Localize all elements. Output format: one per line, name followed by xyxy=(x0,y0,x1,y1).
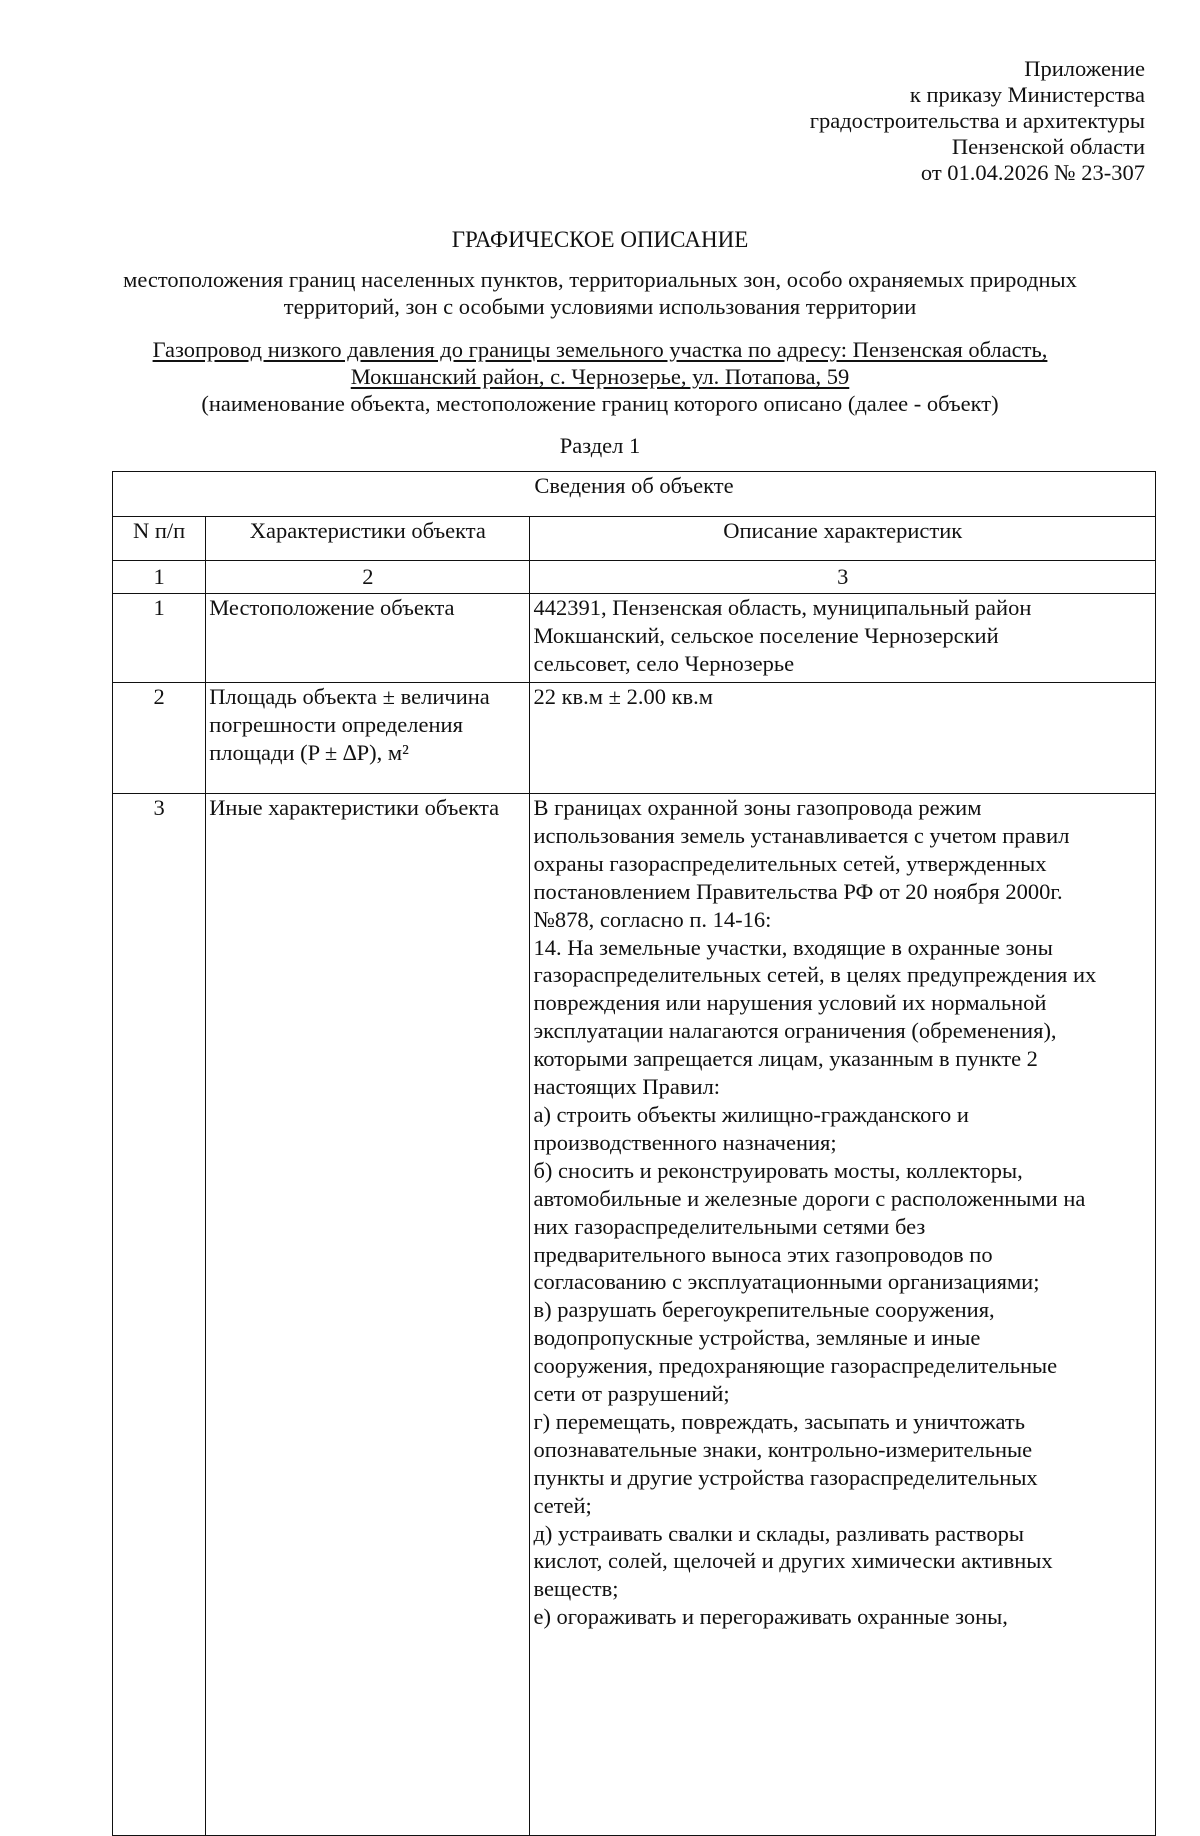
object-name-block xyxy=(100,336,1100,417)
description-line: использования земель устанавливается с учетом правил xyxy=(533,822,1070,848)
table-caption: Сведения об объекте xyxy=(113,472,1156,517)
object-name-line-2: Мокшанский район, с. Чернозерье, ул. Потапова, 59 xyxy=(350,364,850,389)
header-characteristic: Характеристики объекта xyxy=(206,517,530,561)
row-number: 2 xyxy=(113,683,206,794)
row-number: 3 xyxy=(113,794,206,1836)
row-characteristic: Местоположение объекта xyxy=(206,594,530,683)
annex-line-2: к приказу Министерства xyxy=(909,82,1145,107)
annex-line-1: Приложение xyxy=(1024,56,1145,81)
row-characteristic: Иные характеристики объекта xyxy=(206,794,530,1836)
description-line: эксплуатации налагаются ограничения (обременения), xyxy=(533,1018,1057,1044)
characteristic-line: погрешности определения xyxy=(209,712,463,737)
description-line: 14. На земельные участки, входящие в охранные зоны xyxy=(533,934,1053,960)
object-name-line-1: Газопровод низкого давления до границы земельного участка по адресу: Пензенская область, xyxy=(152,337,1048,362)
description-line: кислот, солей, щелочей и других химически активных xyxy=(533,1548,1053,1574)
table-row xyxy=(113,794,1156,1836)
description-line: 442391, Пензенская область, муниципальный район xyxy=(533,595,1032,620)
subtitle-line-1: местоположения границ населенных пунктов, территориальных зон, особо охраняемых природных xyxy=(123,267,1077,292)
header-number: N п/п xyxy=(113,517,206,561)
description-line: которыми запрещается лицам, указанным в пункте 2 xyxy=(533,1046,1038,1072)
annex-line-5: от 01.04.2026 № 23-307 xyxy=(920,160,1145,185)
column-number-2: 2 xyxy=(206,561,530,594)
characteristic-line: площади (P ± ∆P), м² xyxy=(209,740,409,765)
object-name-note: (наименование объекта, местоположение границ которого описано (далее - объект) xyxy=(201,391,999,416)
row-description xyxy=(530,794,1156,1836)
description-line: №878, согласно п. 14-16: xyxy=(533,906,772,932)
description-line: а) строить объекты жилищно-гражданского и xyxy=(533,1101,969,1127)
description-line: предварительного выноса этих газопроводов по xyxy=(533,1241,993,1267)
description-line: сети от разрушений; xyxy=(533,1381,730,1407)
description-line: В границах охранной зоны газопровода режим xyxy=(533,795,982,820)
description-line: них газораспределительными сетями без xyxy=(533,1213,926,1239)
row-description: 22 кв.м ± 2.00 кв.м xyxy=(530,683,1156,794)
description-line: автомобильные и железные дороги с расположенными на xyxy=(533,1185,1086,1211)
table-row xyxy=(113,683,1156,794)
description-line: газораспределительных сетей, в целях предупреждения их xyxy=(533,962,1097,988)
subtitle-line-2: территорий, зон с особыми условиями использования территории xyxy=(283,294,917,319)
table-caption-row xyxy=(113,472,1156,517)
description-line: водопропускные устройства, земляные и иные xyxy=(533,1325,981,1351)
description-line: охраны газораспределительных сетей, утвержденных xyxy=(533,850,1047,876)
column-number-3: 3 xyxy=(530,561,1156,594)
row-characteristic xyxy=(206,683,530,794)
document-subtitle xyxy=(100,266,1100,320)
document-title: ГРАФИЧЕСКОЕ ОПИСАНИЕ xyxy=(451,227,749,252)
description-line: в) разрушать берегоукрепительные сооружения, xyxy=(533,1297,995,1323)
description-line: е) огораживать и перегораживать охранные зоны, xyxy=(533,1604,1008,1630)
table-column-numbers-row xyxy=(113,561,1156,594)
description-line: д) устраивать свалки и склады, разливать растворы xyxy=(533,1520,1025,1546)
annex-line-4: Пензенской области xyxy=(951,134,1145,159)
annex-header xyxy=(810,56,1145,186)
annex-line-3: градостроительства и архитектуры xyxy=(809,108,1145,133)
description-line: сооружения, предохраняющие газораспределительные xyxy=(533,1353,1058,1379)
row-number: 1 xyxy=(113,594,206,683)
column-number-1: 1 xyxy=(113,561,206,594)
object-info-table xyxy=(112,471,1156,1836)
row-description xyxy=(530,594,1156,683)
description-line: производственного назначения; xyxy=(533,1129,837,1155)
description-line: опознавательные знаки, контрольно-измерительные xyxy=(533,1436,1033,1462)
description-line: веществ; xyxy=(533,1576,619,1602)
description-line: б) сносить и реконструировать мосты, коллекторы, xyxy=(533,1157,1023,1183)
table-row xyxy=(113,594,1156,683)
table-header-row xyxy=(113,517,1156,561)
description-line: пункты и другие устройства газораспределительных xyxy=(533,1464,1038,1490)
description-line: Мокшанский, сельское поселение Чернозерский xyxy=(533,623,999,648)
section-heading: Раздел 1 xyxy=(559,433,641,458)
description-line: сетей; xyxy=(533,1492,592,1518)
header-description: Описание характеристик xyxy=(530,517,1156,561)
description-line: сельсовет, село Чернозерье xyxy=(533,651,795,676)
characteristic-line: Площадь объекта ± величина xyxy=(209,684,490,709)
description-line: согласованию с эксплуатационными организациями; xyxy=(533,1269,1040,1295)
description-line: настоящих Правил: xyxy=(533,1074,721,1100)
description-line: г) перемещать, повреждать, засыпать и уничтожать xyxy=(533,1408,1025,1434)
description-line: постановлением Правительства РФ от 20 ноября 2000г. xyxy=(533,878,1063,904)
description-line: повреждения или нарушения условий их нормальной xyxy=(533,990,1047,1016)
